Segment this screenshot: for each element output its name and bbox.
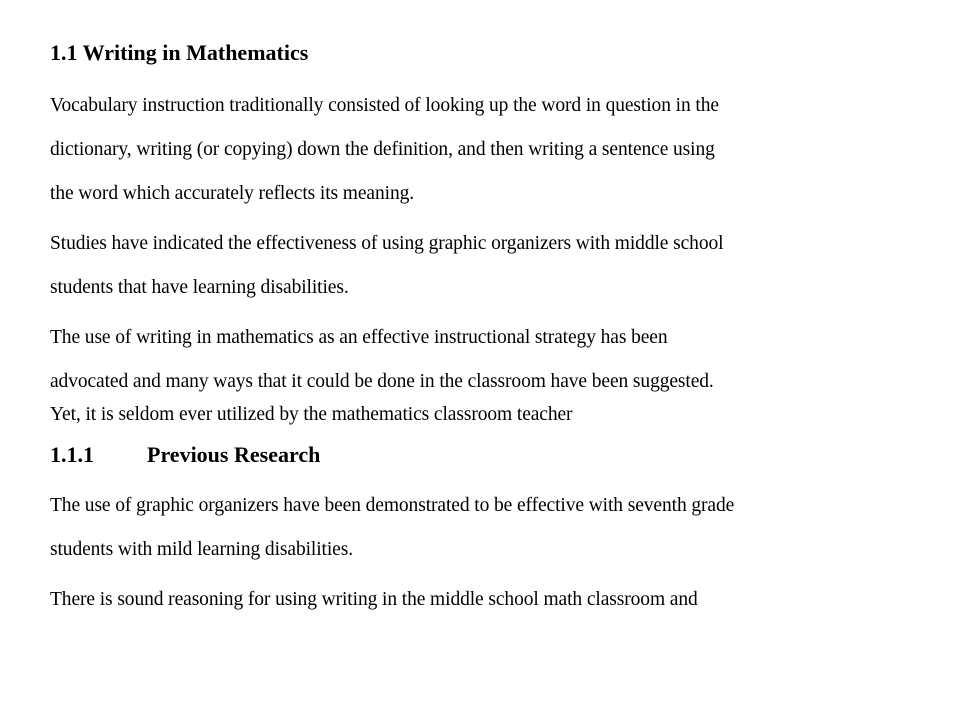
subsection-title: Previous Research <box>147 442 321 467</box>
paragraph-writing-strategy <box>50 316 910 430</box>
paragraph-line: advocated and many ways that it could be done in the classroom have been suggested. <box>50 371 714 392</box>
subsection-heading <box>50 440 910 470</box>
paragraph-line: There is sound reasoning for using writing in the middle school math classroom and <box>50 589 698 610</box>
paragraph-line: The use of graphic organizers have been demonstrated to be effective with seventh grade <box>50 495 735 516</box>
paragraph-line: Vocabulary instruction traditionally consisted of looking up the word in question in the <box>50 95 719 116</box>
paragraph-line: students that have learning disabilities. <box>50 277 349 298</box>
paragraph-vocabulary <box>50 84 910 216</box>
section-heading: 1.1 Writing in Mathematics <box>50 40 309 65</box>
paragraph-sound-reasoning <box>50 578 910 622</box>
paragraph-line: The use of writing in mathematics as an effective instructional strategy has been <box>50 327 668 348</box>
paragraph-previous-research <box>50 484 910 572</box>
paragraph-line: students with mild learning disabilities. <box>50 539 353 560</box>
paragraph-line: dictionary, writing (or copying) down the definition, and then writing a sentence using <box>50 139 715 160</box>
paragraph-line: the word which accurately reflects its meaning. <box>50 183 415 204</box>
subsection-number: 1.1.1 <box>50 442 94 467</box>
paragraph-line: Studies have indicated the effectiveness of using graphic organizers with middle school <box>50 233 724 254</box>
paragraph-line: Yet, it is seldom ever utilized by the mathematics classroom teacher <box>50 404 573 425</box>
paragraph-graphic-organizers <box>50 222 910 310</box>
document-page <box>50 38 910 628</box>
